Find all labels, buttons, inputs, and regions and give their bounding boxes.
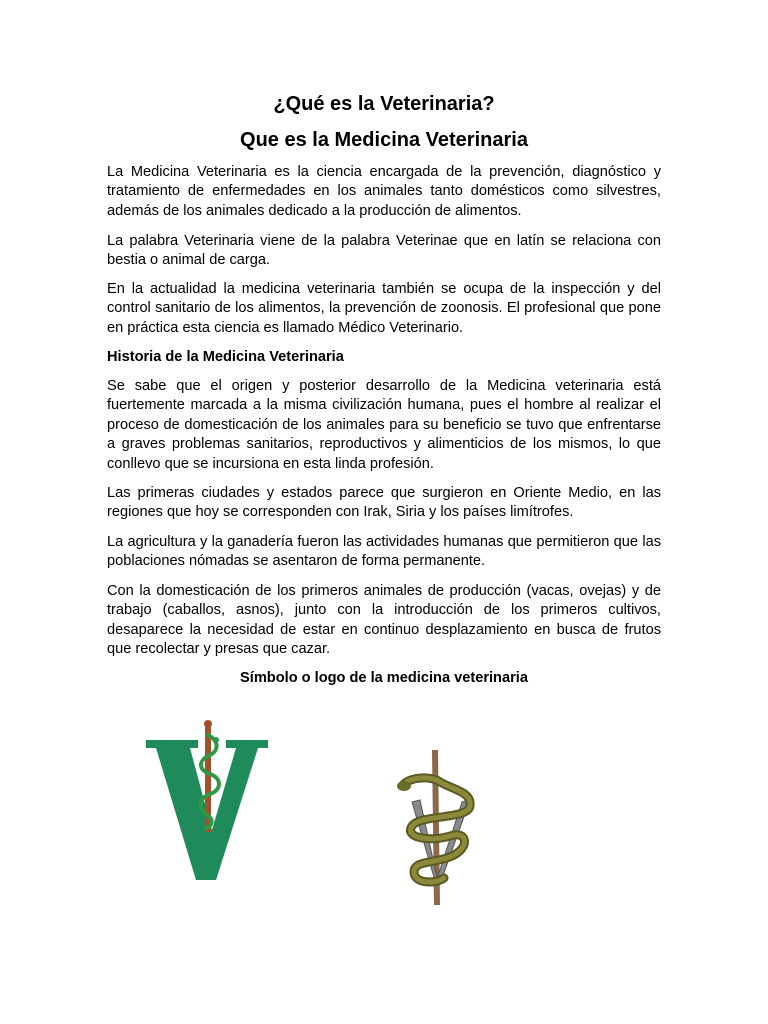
- logo-heading: Símbolo o logo de la medicina veterinaria: [240, 670, 528, 686]
- intro-paragraph-3: En la actualidad la medicina veterinaria también se ocupa de la inspección y del control sanitario de los alimentos, la prevención de zoonosis. El profesional que pone en práctica esta ciencia es llamado Médico Veterinario.: [107, 281, 661, 336]
- intro-paragraph-2: La palabra Veterinaria viene de la palabra Veterinae que en latín se relaciona con bestia o animal de carga.: [107, 233, 661, 269]
- history-paragraph-4: Con la domesticación de los primeros animales de producción (vacas, ovejas) y de trabajo (caballos, asnos), junto con la introducción de los primeros cultivos, desaparece la necesidad de estar en continuo desplazamiento en busca de frutos que recolectar y presas que cazar.: [107, 583, 661, 658]
- page-subtitle: Que es la Medicina Veterinaria: [240, 129, 528, 151]
- history-paragraph-1: Se sabe que el origen y posterior desarrollo de la Medicina veterinaria está fuertemente marcada a la misma civilización humana, pues el hombre al realizar el proceso de domesticación de los animales para su beneficio se tuvo que enfrentarse a graves problemas sanitarios, reproductivos y alimenticios de los mismos, lo que conllevo que se incursiona en esta linda profesión.: [107, 378, 661, 472]
- history-paragraph-3: La agricultura y la ganadería fueron las actividades humanas que permitieron que las poblaciones nómadas se asentaron de forma permanente.: [107, 534, 661, 570]
- caduceus-v-logo-icon: [397, 750, 470, 905]
- history-paragraph-2: Las primeras ciudades y estados parece que surgieron en Oriente Medio, en las regiones que hoy se corresponden con Irak, Siria y los países limítrofes.: [107, 485, 661, 521]
- green-v-logo-icon: [146, 720, 268, 880]
- history-heading: Historia de la Medicina Veterinaria: [107, 349, 344, 365]
- page-title: ¿Qué es la Veterinaria?: [273, 93, 495, 115]
- intro-paragraph-1: La Medicina Veterinaria es la ciencia encargada de la prevención, diagnóstico y tratamiento de enfermedades en los animales tanto domésticos como silvestres, además de los animales dedicado a la producción de alimentos.: [107, 164, 661, 219]
